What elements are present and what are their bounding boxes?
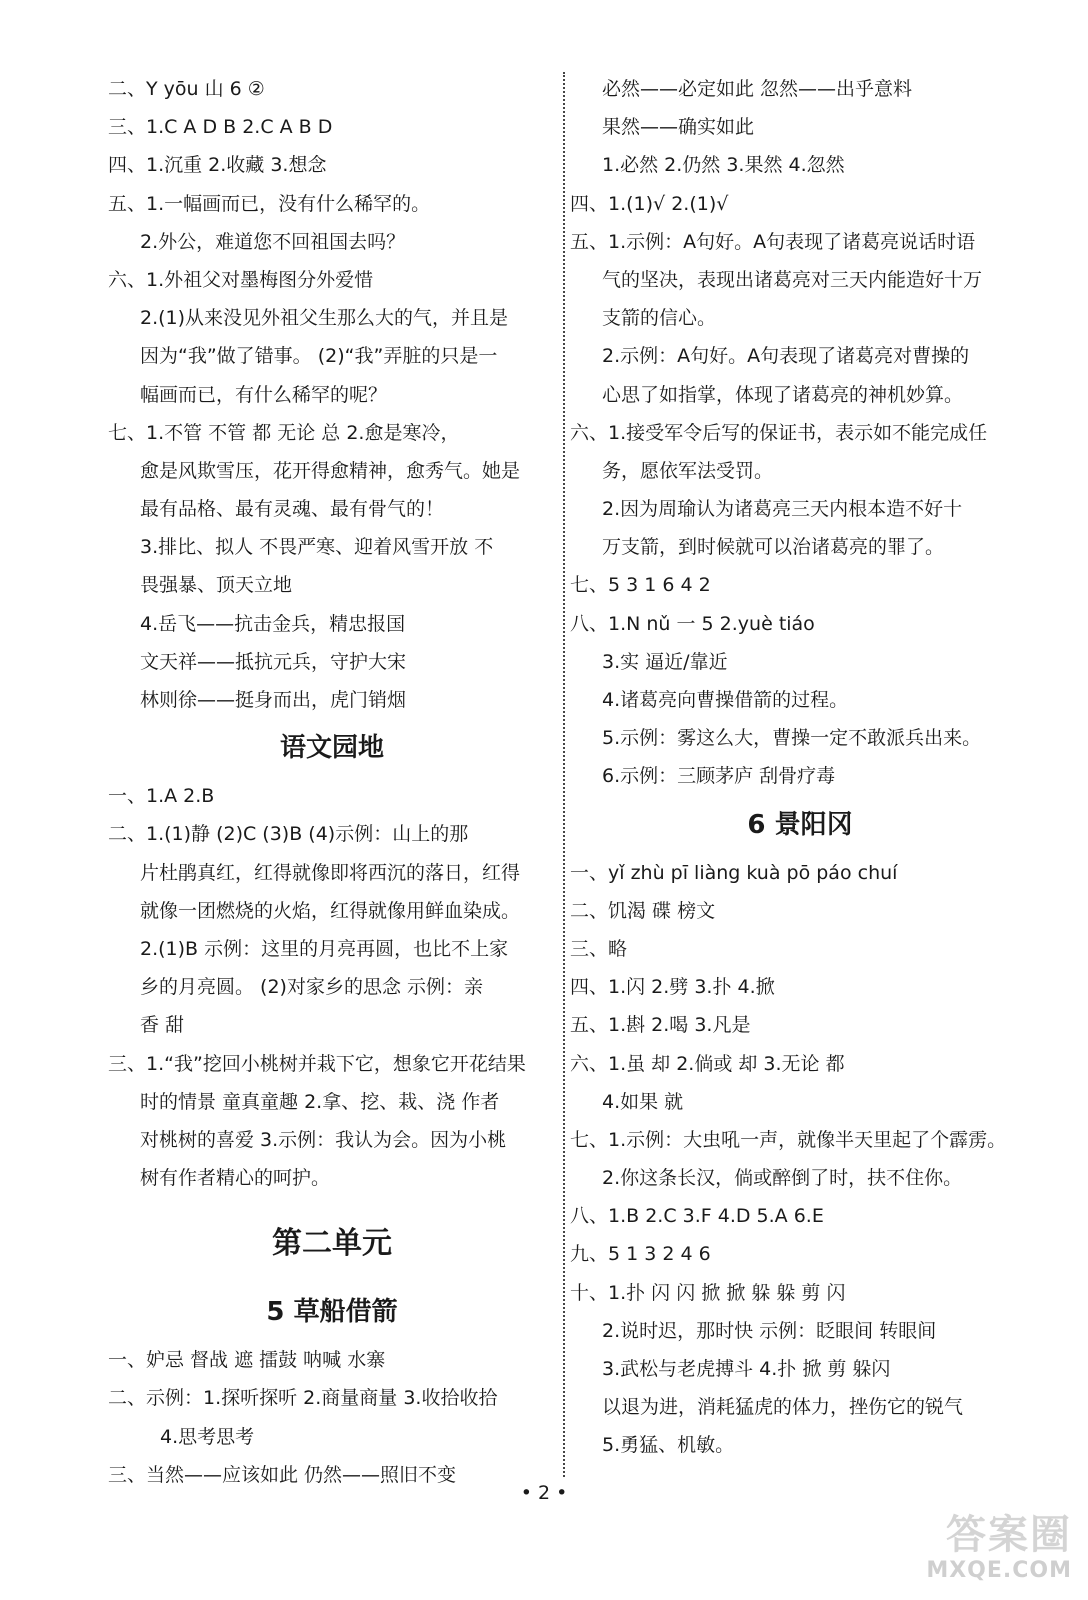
answer-line: 对桃树的喜爱 3.示例：我认为会。因为小桃: [140, 1128, 507, 1151]
answer-line: 因为“我”做了错事。 (2)“我”弄脏的只是一: [140, 345, 498, 368]
answer-line: 二、1.(1)静 (2)C (3)B (4)示例：山上的那: [108, 823, 469, 846]
right-column: [570, 70, 1030, 1465]
answer-line: 六、1.外祖父对墨梅图分外爱惜: [108, 268, 374, 291]
left-column: [108, 70, 556, 1494]
answer-line: 2.(1)从来没见外祖父生那么大的气，并且是: [140, 307, 509, 330]
answer-line: 片杜鹃真红，红得就像即将西沉的落日，红得: [140, 861, 521, 884]
answer-line: 五、1.一幅画而已，没有什么稀罕的。: [108, 192, 431, 215]
answer-line: 三、略: [570, 937, 628, 960]
answer-line: 文天祥——抵抗元兵，守护大宋: [140, 650, 407, 673]
answer-line: 4.岳飞——抗击金兵，精忠报国: [140, 612, 406, 635]
answer-line: 四、1.沉重 2.收藏 3.想念: [108, 154, 327, 177]
answer-line: 2.外公，难道您不回祖国去吗？: [140, 230, 406, 253]
answer-line: 林则徐——挺身而出，虎门销烟: [140, 689, 407, 711]
answer-line: 幅画而已，有什么稀罕的呢？: [140, 383, 388, 406]
answer-line: 3.实 逼近/靠近: [602, 650, 728, 673]
answer-line: 4.思考思考: [160, 1425, 255, 1448]
unit-title: 第二单元: [272, 1226, 392, 1262]
answer-line: 七、5 3 1 6 4 2: [570, 574, 711, 597]
answer-line: 六、1.接受军令后写的保证书，表示如不能完成任: [570, 421, 988, 444]
answer-line: 2.说时迟，那时快 示例：眨眼间 转眼间: [602, 1319, 937, 1342]
page-number: • 2 •: [520, 1482, 568, 1504]
answer-line: 四、1.闪 2.劈 3.扑 4.掀: [570, 976, 775, 999]
answer-line: 3.排比、拟人 不畏严寒、迎着风雪开放 不: [140, 536, 494, 559]
answer-line: 果然——确实如此: [602, 116, 755, 139]
answer-line: 一、yǐ zhù pī liàng kuà pō páo chuí: [570, 861, 898, 884]
answer-line: 二、饥渴 碟 榜文: [570, 899, 716, 922]
answer-line: 务，愿依军法受罚。: [602, 459, 774, 482]
answer-line: 支箭的信心。: [602, 307, 717, 330]
answer-line: 乡的月亮圆。 (2)对家乡的思念 示例：亲: [140, 976, 483, 999]
answer-line: 三、1.C A D B 2.C A B D: [108, 116, 333, 139]
answer-line: 五、1.斟 2.喝 3.凡是: [570, 1014, 751, 1037]
answer-line: 万支箭，到时候就可以治诸葛亮的罪了。: [602, 536, 945, 559]
answer-line: 一、妒忌 督战 遮 擂鼓 呐喊 水寨: [108, 1349, 386, 1372]
answer-line: 愈是风欺雪压，花开得愈精神，愈秀气。她是: [140, 459, 521, 482]
answer-line: 七、1.示例：大虫吼一声，就像半天里起了个霹雳。: [570, 1128, 1007, 1151]
answer-line: 心思了如指掌，体现了诸葛亮的神机妙算。: [602, 383, 964, 406]
answer-line: 树有作者精心的呵护。: [140, 1167, 331, 1190]
watermark-text: 答案圈: [946, 1512, 1072, 1558]
section-title-yuwen-yuandi: 语文园地: [279, 733, 384, 764]
answer-line: 三、当然——应该如此 仍然——照旧不变: [108, 1463, 457, 1486]
watermark-url: MXQE.COM: [926, 1558, 1072, 1583]
answer-line: 七、1.不管 不管 都 无论 总 2.愈是寒冷，: [108, 421, 460, 444]
answer-line: 时的情景 童真童趣 2.拿、挖、栽、浇 作者: [140, 1090, 500, 1113]
answer-line: 五、1.示例：A句好。A句表现了诸葛亮说话时语: [570, 230, 976, 253]
answer-line: 2.你这条长汉，倘或醉倒了时，扶不住你。: [602, 1167, 963, 1190]
answer-line: 2.因为周瑜认为诸葛亮三天内根本造不好十: [602, 498, 963, 521]
answer-line: 就像一团燃烧的火焰，红得就像用鲜血染成。: [140, 899, 521, 922]
answer-line: 十、1.扑 闪 闪 掀 掀 躲 躲 剪 闪: [570, 1281, 846, 1304]
answer-line: 4.诸葛亮向曹操借箭的过程。: [602, 689, 849, 711]
answer-line: 5.勇猛、机敏。: [602, 1434, 735, 1457]
answer-line: 1.必然 2.仍然 3.果然 4.忽然: [602, 154, 845, 177]
answer-line: 最有品格、最有灵魂、最有骨气的！: [140, 498, 445, 521]
answer-line: 4.如果 就: [602, 1090, 684, 1113]
answer-line: 必然——必定如此 忽然——出乎意料: [602, 78, 913, 100]
answer-line: 二、示例：1.探听探听 2.商量商量 3.收拾收拾: [108, 1387, 498, 1410]
lesson-title-6: 6 景阳冈: [747, 809, 853, 840]
answer-line: 香 甜: [140, 1014, 185, 1037]
answer-line: 一、1.A 2.B: [108, 785, 215, 808]
answer-line: 5.示例：雾这么大，曹操一定不敢派兵出来。: [602, 727, 982, 750]
answer-line: 九、5 1 3 2 4 6: [570, 1243, 711, 1266]
answer-line: 三、1.“我”挖回小桃树并栽下它，想象它开花结果: [108, 1052, 526, 1075]
lesson-title-5: 5 草船借箭: [266, 1297, 398, 1328]
answer-line: 二、Y yōu 山 6 ②: [108, 78, 265, 100]
answer-line: 2.示例：A句好。A句表现了诸葛亮对曹操的: [602, 345, 970, 368]
answer-line: 气的坚决，表现出诸葛亮对三天内能造好十万: [602, 268, 983, 291]
answer-line: 以退为进，消耗猛虎的体力，挫伤它的锐气: [602, 1396, 964, 1419]
answer-line: 六、1.虽 却 2.倘或 却 3.无论 都: [570, 1052, 845, 1075]
answer-line: 6.示例：三顾茅庐 刮骨疗毒: [602, 765, 836, 788]
answer-line: 八、1.B 2.C 3.F 4.D 5.A 6.E: [570, 1205, 824, 1228]
column-divider: [563, 72, 565, 1477]
watermark-logo: [920, 1512, 1072, 1592]
answer-line: 畏强暴、顶天立地: [140, 574, 293, 597]
answer-line: 四、1.(1)√ 2.(1)√: [570, 192, 729, 215]
answer-line: 2.(1)B 示例：这里的月亮再圆，也比不上家: [140, 937, 509, 960]
answer-line: 3.武松与老虎搏斗 4.扑 掀 剪 躲闪: [602, 1358, 891, 1380]
answer-line: 八、1.N nǔ 一 5 2.yuè tiáo: [570, 612, 815, 635]
